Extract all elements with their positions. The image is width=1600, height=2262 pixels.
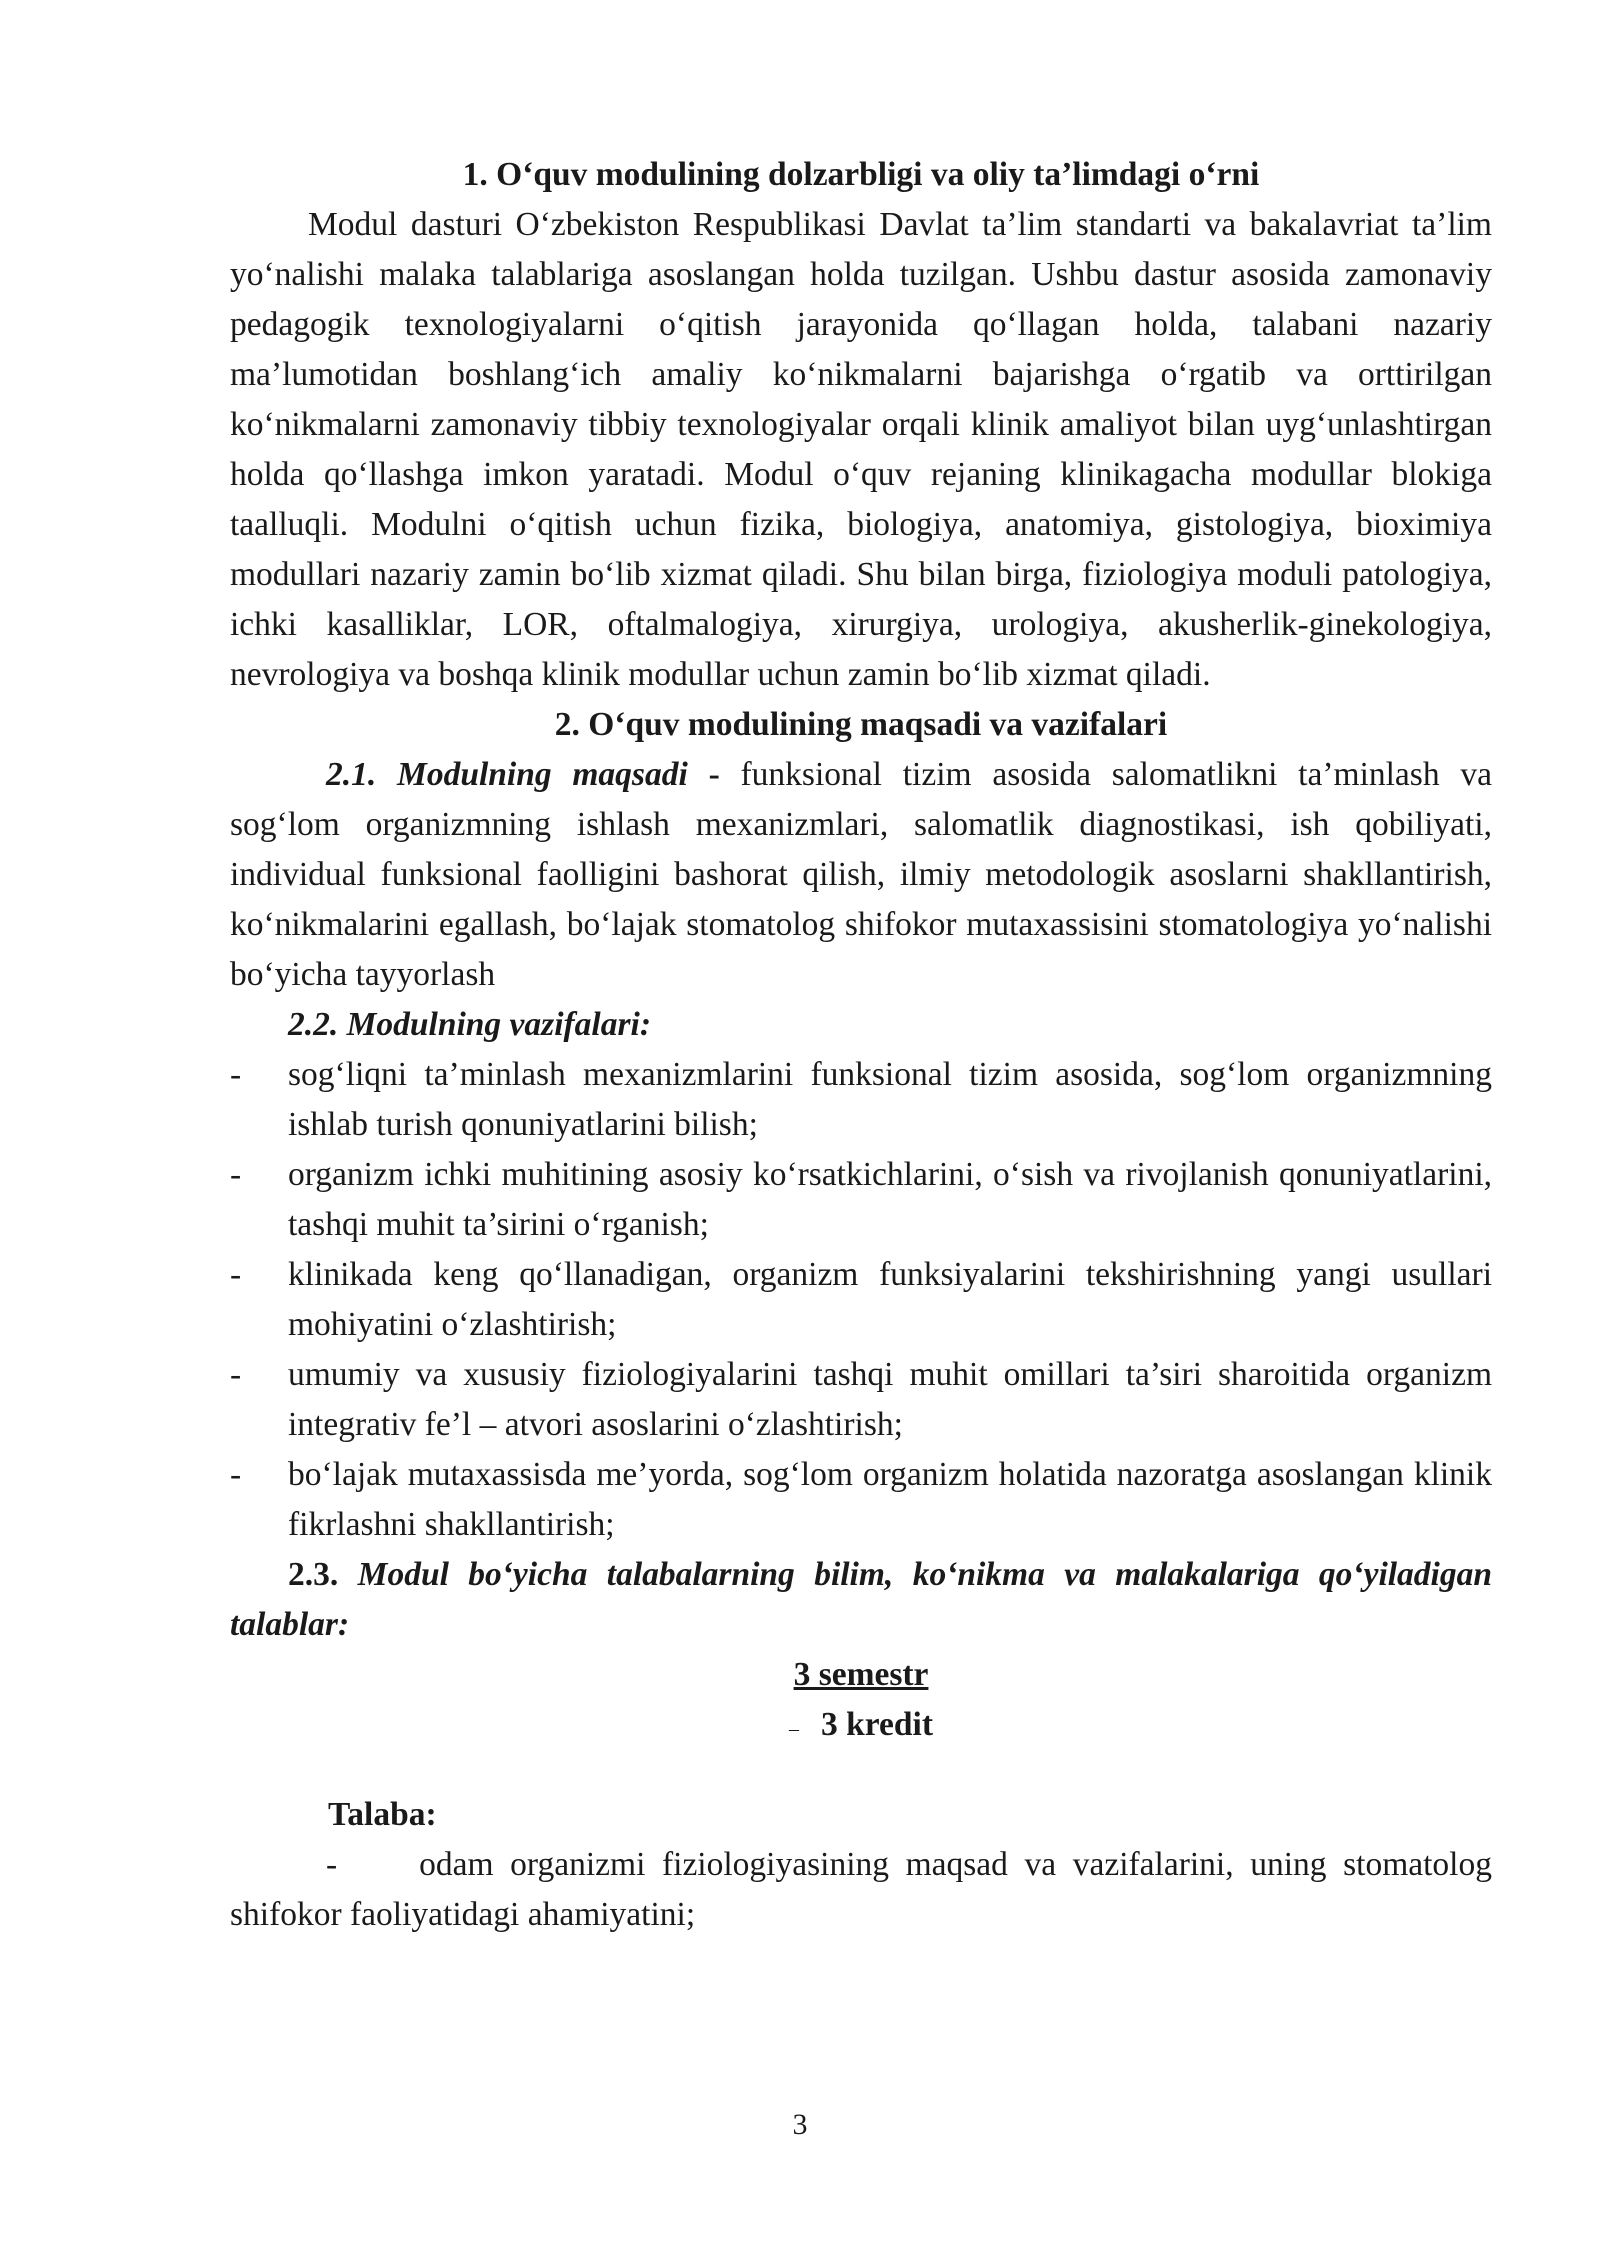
task-text: umumiy va xususiy fiziologiyalarini tashqi muhit omillari ta’siri sharoitida organizm integrativ fe’l – atvori asoslarini o‘zlashtirish;: [288, 1356, 1492, 1443]
goal-label: 2.1. Modulning maqsadi: [326, 756, 688, 793]
task-item: [230, 1350, 1492, 1450]
task-text: organizm ichki muhitining asosiy ko‘rsatkichlarini, o‘sish va rivojlanish qonuniyatlarini, tashqi muhit ta’sirini o‘rganish;: [288, 1156, 1492, 1243]
requirement-text: odam organizmi fiziologiyasining maqsad va vazifalarini, uning stomatolog shifokor faoliyatidagi ahamiyatini;: [230, 1846, 1492, 1933]
task-item: [230, 1250, 1492, 1350]
requirements-label: Modul bo‘yicha talabalarning bilim, ko‘nikma va malakalariga qo‘yiladigan talablar:: [230, 1556, 1493, 1643]
page-number: 3: [792, 2108, 808, 2141]
tasks-label: 2.2. Modulning vazifalari:: [288, 1006, 651, 1043]
task-dash: -: [230, 1256, 242, 1293]
kredit-dash: –: [789, 1718, 799, 1740]
kredit-label: 3 kredit: [821, 1706, 933, 1743]
section-1-title: 1. O‘quv modulining dolzarbligi va oliy ta’limdagi o‘rni: [462, 156, 1260, 193]
requirements-heading: [230, 1550, 1492, 1650]
spacer: [230, 1754, 1492, 1790]
goal-text: funksional tizim asosida salomatlikni ta’minlash va sog‘lom organizmning ishlash mexanizmlari, salomatlik diagnostikasi, ish qobiliyati, individual funksional faolligini bashorat qilish, ilmiy metodologik asoslarni shakllantirish, ko‘nikmalarini egallash, bo‘lajak stomatolog shifokor mutaxassisini stomatologiya yo‘nalishi bo‘yicha tayyorlash: [230, 756, 1492, 993]
task-dash: -: [230, 1356, 242, 1393]
kredit-line: [230, 1700, 1492, 1754]
task-text: bo‘lajak mutaxassisda me’yorda, sog‘lom organizm holatida nazoratga asoslangan klinik fikrlashni shakllantirish;: [288, 1456, 1492, 1543]
task-text: klinikada keng qo‘llanadigan, organizm funksiyalarini tekshirishning yangi usullari mohiyatini o‘zlashtirish;: [288, 1256, 1492, 1343]
section-2-title: 2. O‘quv modulining maqsadi va vazifalari: [554, 706, 1168, 743]
task-item: [230, 1050, 1492, 1150]
task-dash: -: [230, 1056, 242, 1093]
requirements-number: 2.3.: [288, 1556, 339, 1593]
task-dash: -: [230, 1156, 242, 1193]
requirement-dash: -: [326, 1846, 338, 1883]
semester-label: 3 semestr: [793, 1656, 929, 1693]
goal-paragraph: [230, 750, 1492, 1000]
task-text: sog‘liqni ta’minlash mexanizmlarini funksional tizim asosida, sog‘lom organizmning ishlab turish qonuniyatlarini bilish;: [288, 1056, 1492, 1143]
section-1-paragraph: Modul dasturi O‘zbekiston Respublikasi Davlat ta’lim standarti va bakalavriat ta’lim yo‘nalishi malaka talablariga asoslangan holda tuzilgan. Ushbu dastur asosida zamonaviy pedagogik texnologiyalarni o‘qitish jarayonida qo‘llagan holda, talabani nazariy ma’lumotidan boshlang‘ich amaliy ko‘nikmalarni bajarishga o‘rgatib va orttirilgan ko‘nikmalarni zamonaviy tibbiy texnologiyalar orqali klinik amaliyot bilan uyg‘unlashtirgan holda qo‘llashga imkon yaratadi. Modul o‘quv rejaning klinikagacha modullar blokiga taalluqli. Modulni o‘qitish uchun fizika, biologiya, anatomiya, gistologiya, bioximiya modullari nazariy zamin bo‘lib xizmat qiladi. Shu bilan birga, fiziologiya moduli patologiya, ichki kasalliklar, LOR, oftalmalogiya, xirurgiya, urologiya, akusherlik-ginekologiya, nevrologiya va boshqa klinik modullar uchun zamin bo‘lib xizmat qiladi.: [230, 206, 1492, 693]
task-item: [230, 1450, 1492, 1550]
talaba-label: Talaba:: [328, 1796, 437, 1833]
requirement-item: [230, 1840, 1492, 1940]
task-dash: -: [230, 1456, 242, 1493]
task-item: [230, 1150, 1492, 1250]
tasks-list: [230, 1050, 1492, 1550]
document-page: [230, 150, 1492, 1940]
goal-separator: -: [687, 756, 741, 793]
